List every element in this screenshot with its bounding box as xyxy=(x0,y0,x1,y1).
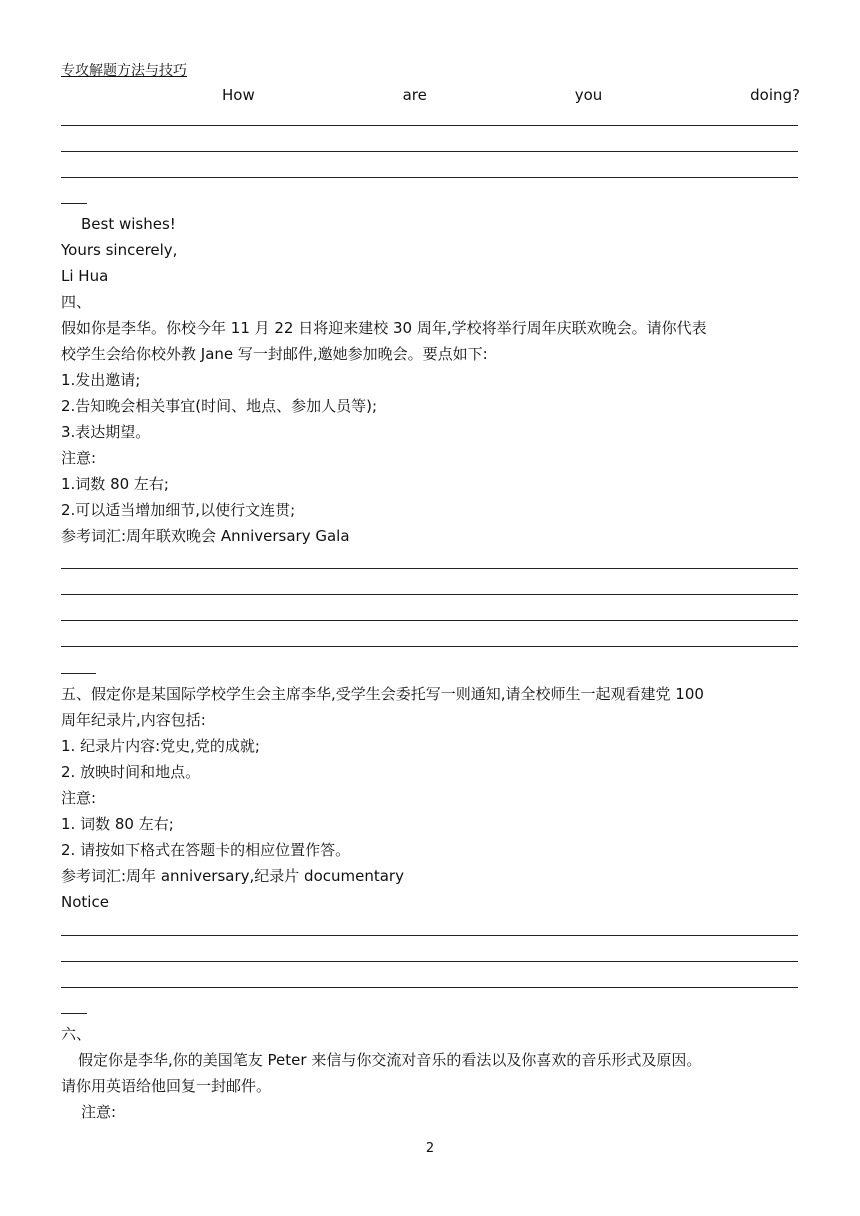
q5-note-label: 注意: xyxy=(61,789,97,807)
q4-note: 1.词数 80 左右; xyxy=(61,475,169,493)
q6-number: 六、 xyxy=(61,1025,92,1043)
q4-number: 四、 xyxy=(61,293,92,311)
closing: Best wishes! xyxy=(81,215,176,233)
answer-line xyxy=(61,935,798,936)
q4-prompt: 校学生会给你校外教 Jane 写一封邮件,邀她参加晚会。要点如下: xyxy=(61,345,488,363)
greeting-word: are xyxy=(402,86,427,104)
answer-line-stub xyxy=(61,673,96,674)
q4-point: 1.发出邀请; xyxy=(61,371,141,389)
q4-note: 2.可以适当增加细节,以使行文连贯; xyxy=(61,501,296,519)
q4-prompt: 假如你是李华。你校今年 11 月 22 日将迎来建校 30 周年,学校将举行周年庆联欢晚会。请你代表 xyxy=(61,319,707,337)
q5-note: 1. 词数 80 左右; xyxy=(61,815,174,833)
answer-line xyxy=(61,177,798,178)
greeting-word: doing? xyxy=(750,86,800,104)
answer-line xyxy=(61,987,798,988)
answer-line-stub xyxy=(61,1013,87,1014)
q5-point: 1. 纪录片内容:党史,党的成就; xyxy=(61,737,260,755)
greeting-word: How xyxy=(222,86,255,104)
answer-line xyxy=(61,125,798,126)
q6-prompt: 假定你是李华,你的美国笔友 Peter 来信与你交流对音乐的看法以及你喜欢的音乐形式及原因。 xyxy=(78,1051,702,1069)
signoff: Yours sincerely, xyxy=(61,241,178,259)
header-title: 专攻解题方法与技巧 xyxy=(61,63,187,79)
q5-point: 2. 放映时间和地点。 xyxy=(61,763,201,781)
q4-point: 2.告知晚会相关事宜(时间、地点、参加人员等); xyxy=(61,397,378,415)
q5-vocab: 参考词汇:周年 anniversary,纪录片 documentary xyxy=(61,867,404,885)
answer-line xyxy=(61,620,798,621)
greeting-line xyxy=(222,85,800,105)
q4-point: 3.表达期望。 xyxy=(61,423,151,441)
page-number: 2 xyxy=(425,1141,435,1156)
answer-line xyxy=(61,646,798,647)
answer-line xyxy=(61,568,798,569)
q5-prompt: 周年纪录片,内容包括: xyxy=(61,711,206,729)
greeting-word: you xyxy=(574,86,603,104)
q6-prompt: 请你用英语给他回复一封邮件。 xyxy=(61,1077,272,1095)
q5-note: 2. 请按如下格式在答题卡的相应位置作答。 xyxy=(61,841,351,859)
answer-line xyxy=(61,594,798,595)
q5-prompt: 五、假定你是某国际学校学生会主席李华,受学生会委托写一则通知,请全校师生一起观看建党 100 xyxy=(61,685,704,703)
answer-line-stub xyxy=(61,203,87,204)
q4-note-label: 注意: xyxy=(61,449,97,467)
q4-vocab: 参考词汇:周年联欢晚会 Anniversary Gala xyxy=(61,527,350,545)
q5-title-word: Notice xyxy=(61,893,109,911)
answer-line xyxy=(61,961,798,962)
q6-note-label: 注意: xyxy=(81,1103,117,1121)
answer-line xyxy=(61,151,798,152)
signature-name: Li Hua xyxy=(61,267,109,285)
